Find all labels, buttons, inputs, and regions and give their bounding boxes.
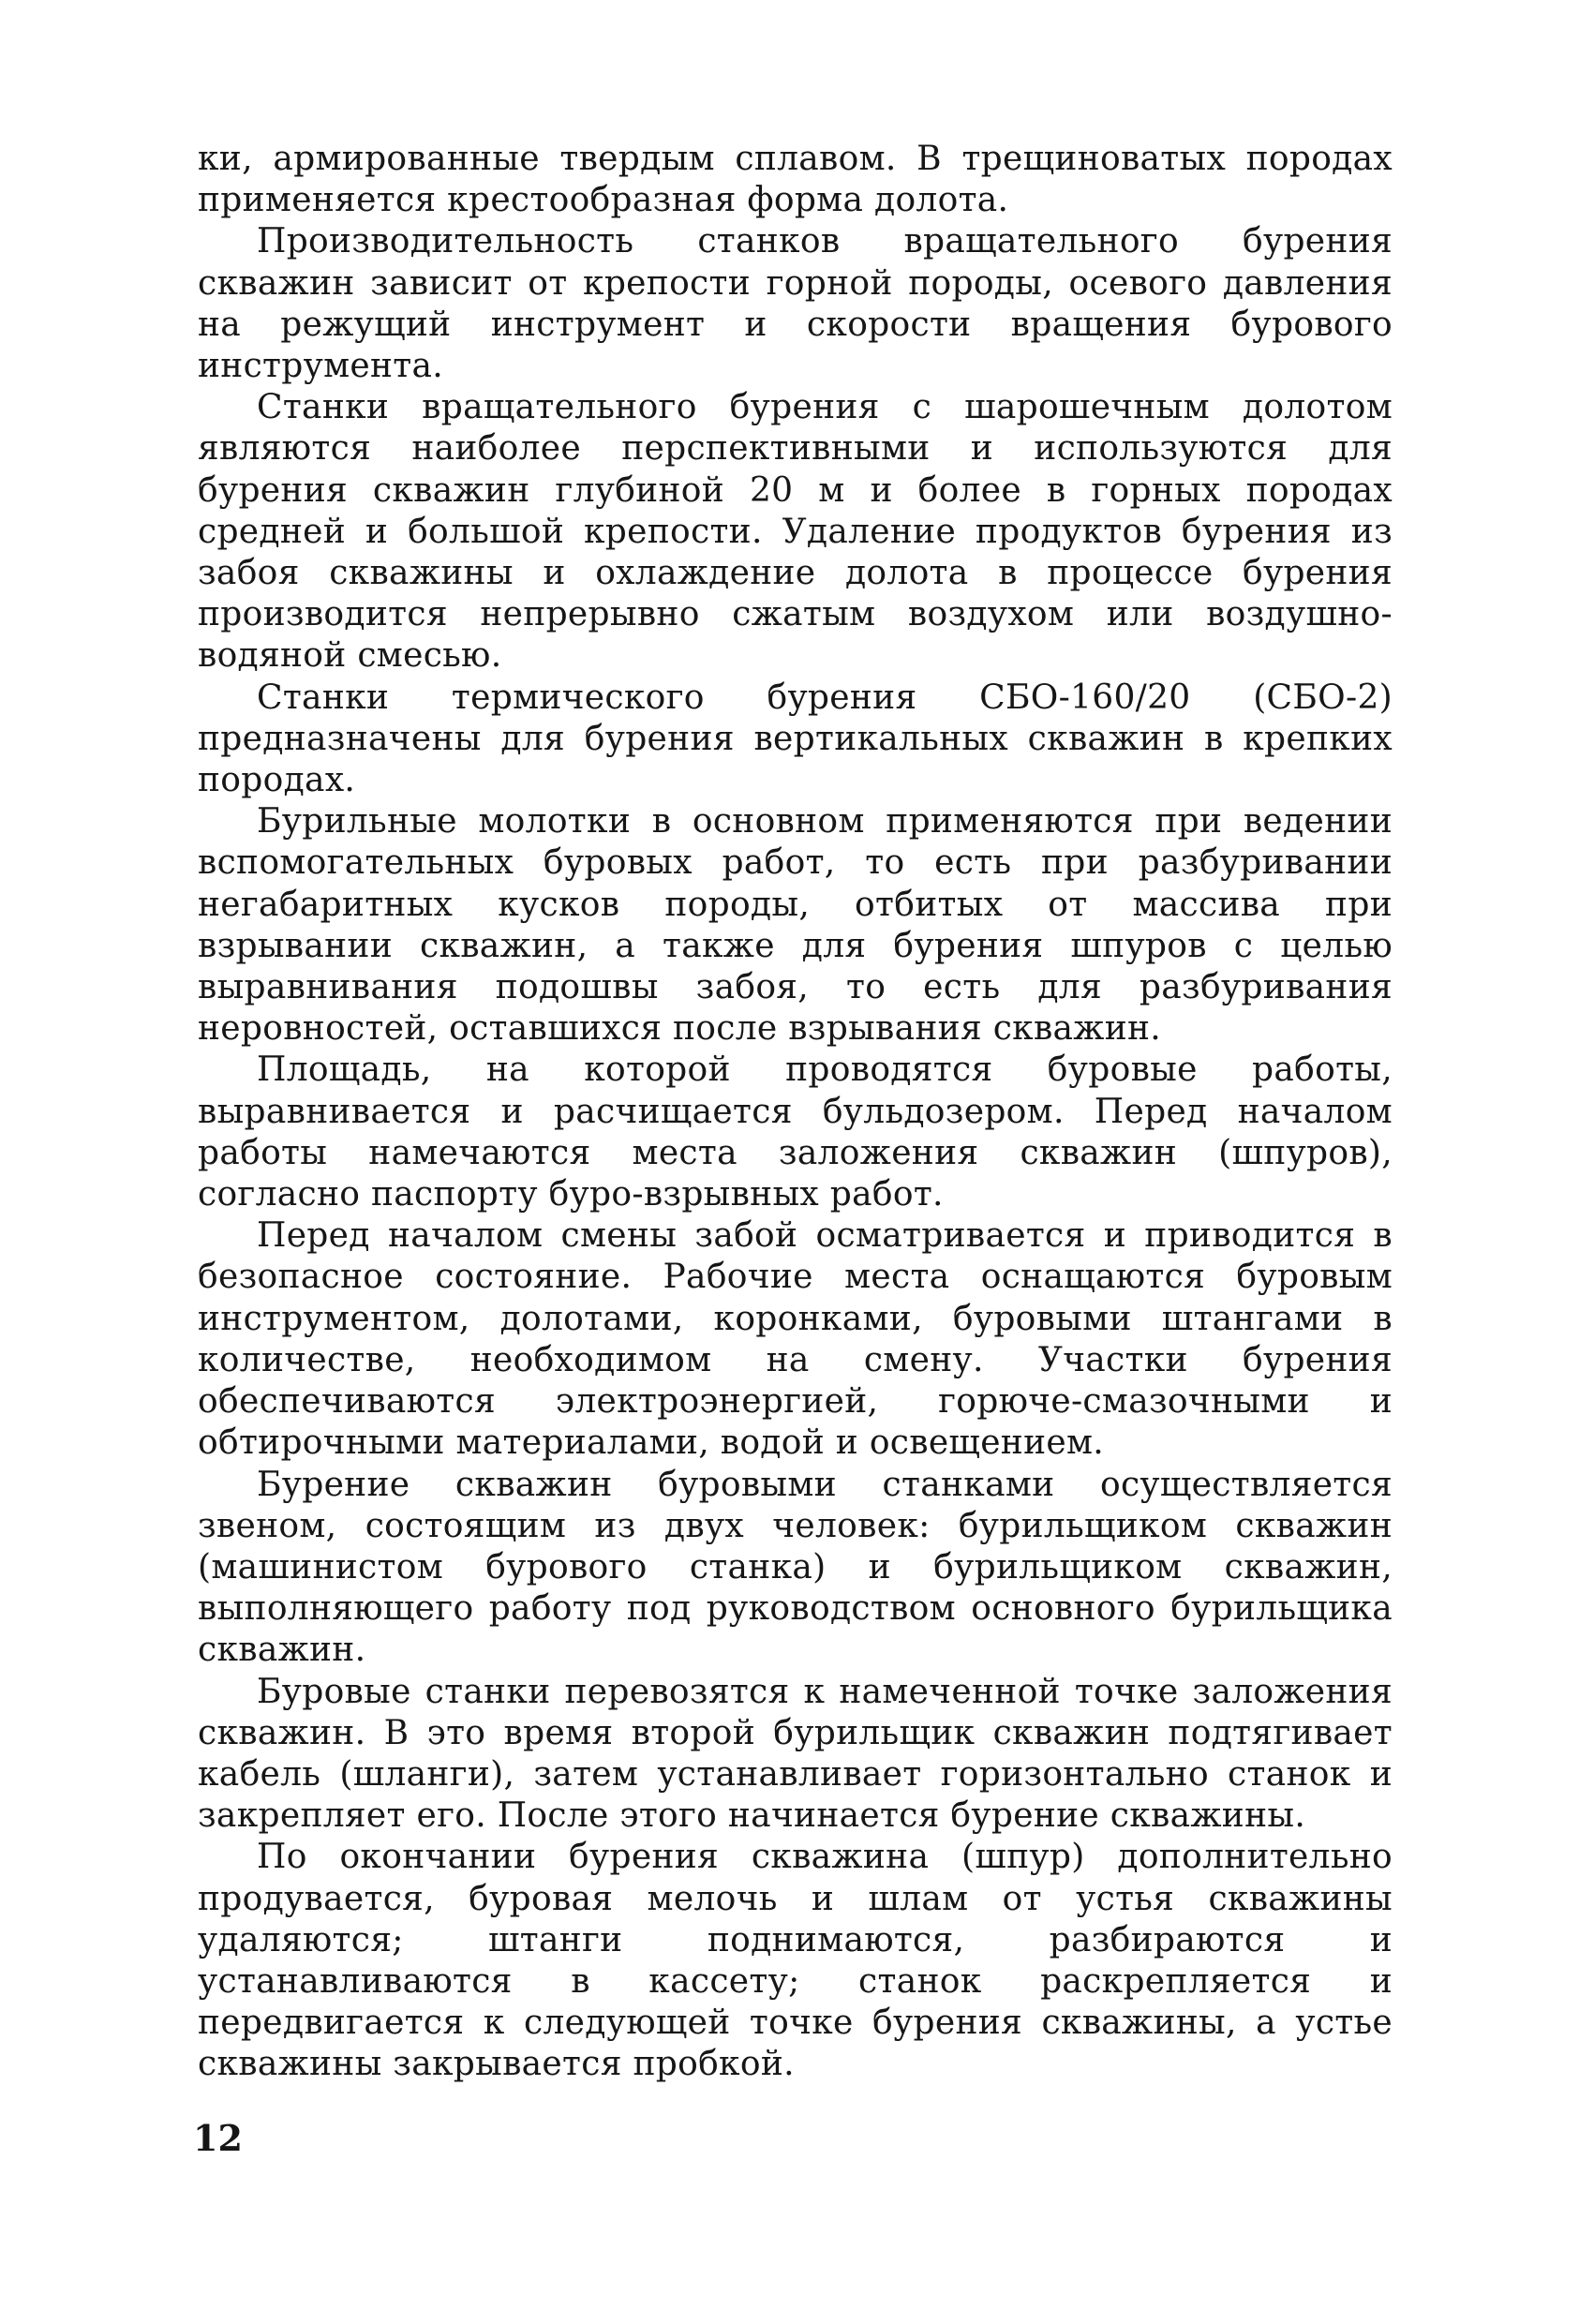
body-text — [198, 139, 1393, 2086]
paragraph-site-preparation: Площадь, на которой проводятся буровые работы, выравнивается и расчищается бульдозером. Перед началом работы намечаются места заложения скважин (шпуров), согласно паспорту буро-взрывных работ. — [198, 1050, 1393, 1214]
paragraph-rock-drills: Бурильные молотки в основном применяются при ведении вспомогательных буровых работ, то есть при разбуривании негабаритных кусков породы, отбитых от массива при взрывании скважин, а также для бурения шпуров с целью выравнивания подошвы забоя, то есть для разбуривания неровностей, оставшихся после взрывания скважин. — [198, 802, 1393, 1049]
paragraph-thermal-drilling: Станки термического бурения СБО-160/20 (СБО-2) предназначены для бурения вертикальных скважин в крепких породах. — [198, 678, 1393, 800]
paragraph-continued: ки, армированные твердым сплавом. В трещиноватых породах применяется крестообразная форма долота. — [198, 140, 1393, 220]
paragraph-rig-setup: Буровые станки перевозятся к намеченной точке заложения скважин. В это время второй бурильщик скважин подтягивает кабель (шланги), затем устанавливает горизонтально станок и закрепляет его. После этого начинается бурение скважины. — [198, 1672, 1393, 1836]
paragraph-crew: Бурение скважин буровыми станками осуществляется звеном, состоящим из двух человек: бурильщиком скважин (машинистом бурового станка) и бурильщиком скважин, выполняющего работу под руководством основного бурильщика скважин. — [198, 1465, 1393, 1670]
paragraph-rotary-drilling: Станки вращательного бурения с шарошечным долотом являются наиболее перспективными и используются для бурения скважин глубиной 20 м и более в горных породах средней и большой крепости. Удаление продуктов бурения из забоя скважины и охлаждение долота в процессе бурения производится непрерывно сжатым воздухом или воздушно-водяной смесью. — [198, 388, 1393, 676]
paragraph-drilling-completion: По окончании бурения скважина (шпур) дополнительно продувается, буровая мелочь и шлам от устья скважины удаляются; штанги поднимаются, разбираются и устанавливаются в кассету; станок раскрепляется и передвигается к следующей точке бурения скважины, а устье скважины закрывается пробкой. — [198, 1838, 1393, 2084]
paragraph-productivity: Производительность станков вращательного бурения скважин зависит от крепости горной породы, осевого давления на режущий инструмент и скорости вращения бурового инструмента. — [198, 222, 1393, 386]
page-number: 12 — [193, 2117, 243, 2159]
paragraph-shift-start: Перед началом смены забой осматривается и приводится в безопасное состояние. Рабочие места оснащаются буровым инструментом, долотами, коронками, буровыми штангами в количестве, необходимом на смену. Участки бурения обеспечиваются электроэнергией, горюче-смазочными и обтирочными материалами, водой и освещением. — [198, 1216, 1393, 1463]
